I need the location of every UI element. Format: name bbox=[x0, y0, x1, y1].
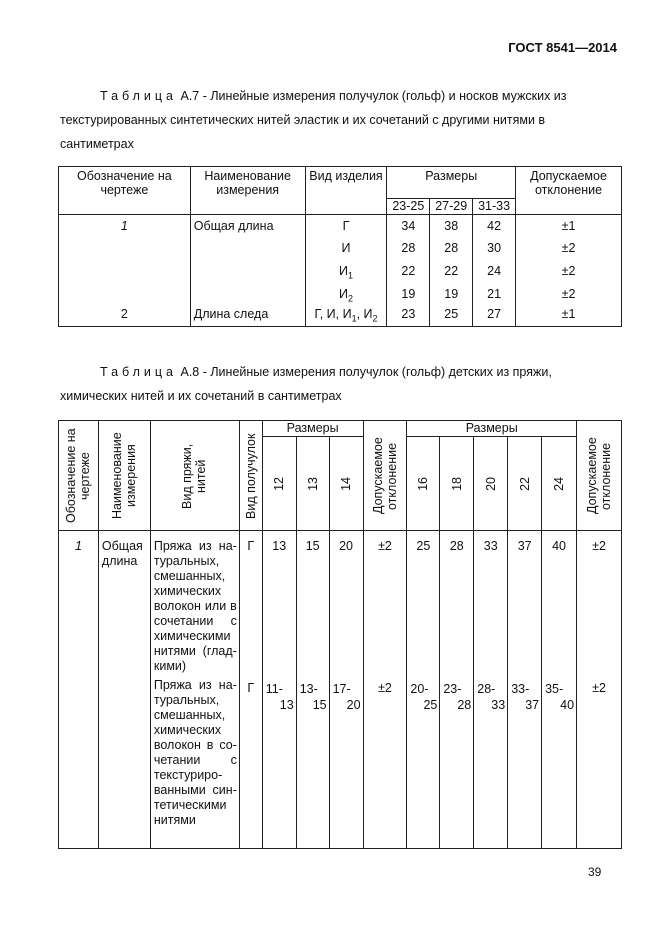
table8-caption-word: Таблица bbox=[100, 365, 178, 379]
t8-h-sizes-b: Размеры bbox=[407, 421, 577, 437]
t8-value: 20 bbox=[329, 531, 363, 675]
t8-size: 12 bbox=[262, 437, 296, 531]
t8-value: 40 bbox=[542, 531, 577, 675]
t7-value: 24 bbox=[473, 260, 516, 283]
t8-value: 15 bbox=[296, 531, 329, 675]
table-row bbox=[59, 237, 622, 260]
t7-kind: Г, И, $И_1$, $И_2$ bbox=[305, 305, 387, 327]
t7-value: 21 bbox=[473, 283, 516, 305]
t8-size: 22 bbox=[508, 437, 542, 531]
t7-value: 19 bbox=[430, 283, 473, 305]
t8-value: 20- 25 bbox=[407, 675, 440, 849]
t8-tolerance: ±2 bbox=[363, 675, 407, 849]
t8-value: 28 bbox=[440, 531, 474, 675]
t8-tolerance: ±2 bbox=[577, 675, 622, 849]
t7-tolerance: ±1 bbox=[516, 215, 622, 237]
t7-size: 23-25 bbox=[387, 199, 430, 215]
t8-value: 23- 28 bbox=[440, 675, 474, 849]
table8-caption-text: А.8 - Линейные измерения получулок (гольф) детских из пряжи, химических нитей и их сочетаний в сантиметрах bbox=[60, 365, 552, 403]
table7-caption bbox=[60, 84, 620, 156]
t7-value: 38 bbox=[430, 215, 473, 237]
t7-h-tolerance: Допускаемое отклонение bbox=[516, 167, 622, 215]
t8-value: 33- 37 bbox=[508, 675, 542, 849]
t8-value: 28- 33 bbox=[474, 675, 508, 849]
page-number: 39 bbox=[588, 865, 602, 879]
t7-value: 28 bbox=[430, 237, 473, 260]
t7-tolerance: ±2 bbox=[516, 260, 622, 283]
t8-designation: 1 bbox=[59, 531, 99, 849]
t8-h-tolerance-a: Допускаемое отклонение bbox=[363, 421, 407, 531]
t7-size: 31-33 bbox=[473, 199, 516, 215]
t7-kind: И bbox=[305, 237, 387, 260]
t7-value: 42 bbox=[473, 215, 516, 237]
t7-designation: 1 bbox=[59, 215, 191, 237]
t7-h-kind: Вид изделия bbox=[305, 167, 387, 215]
t7-value: 27 bbox=[473, 305, 516, 327]
table-row bbox=[59, 305, 622, 327]
t8-size: 20 bbox=[474, 437, 508, 531]
t7-h-designation: Обозначение на чертеже bbox=[59, 167, 191, 215]
t8-kind: Г bbox=[239, 531, 262, 675]
table-row bbox=[59, 260, 622, 283]
table7-caption-text: А.7 - Линейные измерения получулок (гольф) и носков мужских из текстурированных синтетических нитей эластик и их сочетаний с другими нитями в сантиметрах bbox=[60, 89, 567, 151]
t7-value: 30 bbox=[473, 237, 516, 260]
t8-size: 24 bbox=[542, 437, 577, 531]
t7-kind: $И_1$ bbox=[305, 260, 387, 283]
table7-caption-word: Таблица bbox=[100, 89, 178, 103]
t8-yarn: Пряжа из на-туральных, смешанных, химических волокон или в сочетании с химическими нитями (глад-кими) bbox=[150, 531, 239, 675]
t7-size: 27-29 bbox=[430, 199, 473, 215]
t8-value: 35- 40 bbox=[542, 675, 577, 849]
table-row bbox=[59, 531, 622, 675]
table-row bbox=[59, 215, 622, 237]
t7-tolerance: ±2 bbox=[516, 283, 622, 305]
t8-tolerance: ±2 bbox=[363, 531, 407, 675]
t7-kind: Г bbox=[305, 215, 387, 237]
t7-name: Общая длина bbox=[190, 215, 305, 237]
t8-size: 14 bbox=[329, 437, 363, 531]
t8-value: 11- 13 bbox=[262, 675, 296, 849]
t8-size: 18 bbox=[440, 437, 474, 531]
t8-h-designation: Обозначение на чертеже bbox=[59, 421, 99, 531]
t7-kind: $И_2$ bbox=[305, 283, 387, 305]
t8-h-name: Наименование измерения bbox=[98, 421, 150, 531]
t8-value: 37 bbox=[508, 531, 542, 675]
t7-value: 23 bbox=[387, 305, 430, 327]
t7-tolerance: ±2 bbox=[516, 237, 622, 260]
t7-designation: 2 bbox=[59, 305, 191, 327]
t8-yarn: Пряжа из на-туральных, смешанных, химических волокон в со-четании с текстуриро-ванными син-тетическими нитями bbox=[150, 675, 239, 849]
t7-tolerance: ±1 bbox=[516, 305, 622, 327]
table-row bbox=[59, 283, 622, 305]
t7-value: 19 bbox=[387, 283, 430, 305]
t7-value: 25 bbox=[430, 305, 473, 327]
t7-value: 28 bbox=[387, 237, 430, 260]
t8-size: 13 bbox=[296, 437, 329, 531]
t8-value: 13- 15 bbox=[296, 675, 329, 849]
t8-kind: Г bbox=[239, 675, 262, 849]
t7-h-name: Наименование измерения bbox=[190, 167, 305, 215]
t8-h-kind: Вид получулок bbox=[239, 421, 262, 531]
t8-name: Общая длина bbox=[98, 531, 150, 849]
t8-value: 17- 20 bbox=[329, 675, 363, 849]
t8-tolerance: ±2 bbox=[577, 531, 622, 675]
t7-h-sizes: Размеры bbox=[387, 167, 516, 199]
t8-h-yarn: Вид пряжи, нитей bbox=[150, 421, 239, 531]
t8-value: 33 bbox=[474, 531, 508, 675]
t8-value: 25 bbox=[407, 531, 440, 675]
t8-h-sizes-a: Размеры bbox=[262, 421, 363, 437]
document-code: ГОСТ 8541—2014 bbox=[508, 40, 617, 55]
t7-value: 22 bbox=[387, 260, 430, 283]
t8-value: 13 bbox=[262, 531, 296, 675]
t8-h-tolerance-b: Допускаемое отклонение bbox=[577, 421, 622, 531]
table8 bbox=[58, 420, 622, 849]
t7-name: Длина следа bbox=[190, 305, 305, 327]
t7-value: 34 bbox=[387, 215, 430, 237]
table8-caption bbox=[60, 360, 620, 408]
t7-value: 22 bbox=[430, 260, 473, 283]
t8-size: 16 bbox=[407, 437, 440, 531]
table7 bbox=[58, 166, 622, 327]
